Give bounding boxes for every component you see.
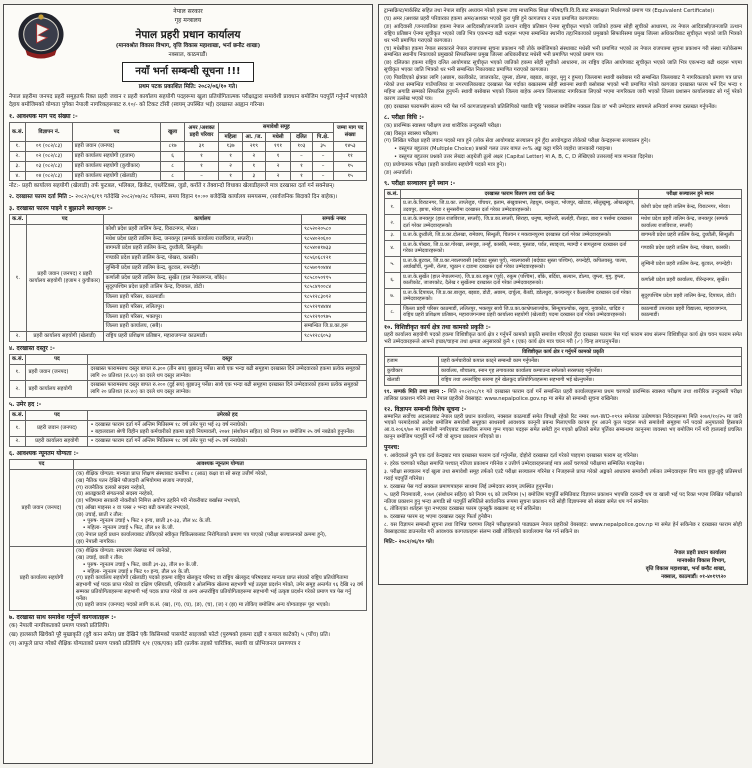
signature-office: नेपाल प्रहरी प्रधान कार्यालय (674, 550, 726, 556)
table-cell: दरखास्त फारामसाथ दस्तुर बापत रु.२०० (दुई सय) बुझाउनु पर्नेछ। साथै एक भन्दा बढी समूहमा दरखास्त दिने उम्मेदवारको हकमा प्रत्येक समूहको लागि २० प्रतिशत (रु.४०) का दरले थप दस्तुर लाग्नेछ। (88, 381, 367, 398)
table-row (10, 171, 367, 181)
table-row (385, 199, 742, 215)
table-cell: १ (219, 152, 242, 162)
table-cell: काठमाडौं उपत्यका प्रहरी विद्यालय, महाराजगन्ज, काठमाडौं। (639, 304, 742, 320)
section-minimum-qualification (9, 450, 367, 611)
list-item: १. आवेदकले कुनै एक दर्ता केन्द्रबाट मात्र दरखास्त फाराम दर्ता गर्नुपर्नेछ, दोहोरो दरखास्त दर्ता गरेको पाइएमा दरखास्त फाराम रद्द गरिनेछ। (384, 453, 639, 460)
list-item: • महिला- न्यूनतम उचाई ५ फिट, तौल ४२ के.जी. (76, 525, 175, 532)
table-cell: प्रहरी जवान (जनपद) (26, 364, 88, 381)
table-row: २. प्रहरी कार्यालय सहयोगी (खेलाडी) राष्ट्रिय प्रहरी प्रशिक्षण प्रतिष्ठान, महाराजगन्ज काठमाडौं। ९८५१२८६०५३ (10, 332, 367, 342)
table-row: जिल्ला प्रहरी कार्यालय, (सबै)। सम्बन्धित जि.प्र.का.हरू (10, 322, 367, 332)
section-title: १. आवश्यक माग पद संख्या :- (9, 112, 78, 120)
list-item: • दरखास्त फाराम दर्ता गर्ने अन्तिम मितिसम्म १८ वर्ष उमेर पूरा भई २३ वर्ष ननाघेको। (90, 421, 248, 428)
section-form-locations (9, 205, 367, 342)
list-item: (ङ) भविष्यमा सरकारी नोकरीको निमित्त अयोग्य ठहरिने गरी नोकरीबाट बर्खास्त नभएको, (76, 498, 241, 505)
table-row: प्रहरी जवान (जनपद) (क) शैक्षिक योग्यता: मान्यता प्राप्त शिक्षण संस्थाबाट कम्तीमा ८ (आठ) कक्षा वा सो सरह उत्तीर्ण गरेको, (ख) नैतिक पतन देखिने फौजदारी अभियोगमा सजाय नपाएको, (ग) राजनैतिक दलको सदस्य नरहेको, (घ) आतङ्ककारी संगठनको सदस्य नरहेको, (ङ) भविष्यमा सरकारी नोकरीको निमित्त अयोग्य ठहरिने गरी नोकरीबाट बर्खास्त नभएको, (च) आँखा माइनस २ वा प्लस २ भन्दा बढी कमजोर नभएको, (छ) उचाई, छाती र तौल: • पुरुष- न्यूनतम उचाई ५ फिट २ इन्च, छाती ३१-३३, तौल ४८ के.जी. • महिला- न्यूनतम उचाई ५ फिट, तौल ४२ के.जी. (ज) नेपाल प्रहरी प्रधान कार्यालयबाट तोकिएको स्वीकृत चिकित्सकबाट निरोगिताको प्रमाण पत्र पाएको (परीक्षा सञ्चालनको क्रममा हुने), (झ) नेपाली नागरिक। (10, 470, 367, 547)
list-item: (ङ) आदिवासी /जनजातिका हकमा नेपाल आदिवासी/जनजाति उत्थान राष्ट्रिय प्रतिष्ठान ऐनमा सूचीकृत भएको जातिको हकमा सोही सूचीको आधारमा, तर नेपाल आदिवासी/जनजाति उत्थान राष्ट्रिय प्रतिष्ठान ऐनमा सूचीकृत भएको जाति भित्र एकभन्दा बढी थरहरू भएमा सम्बन्धित स्थानीय तह/निकायको प्रमुखको सिफारिसमा प्रमुख जिल्ला अधिकारीबाट सूचीकृत भएको जाति भित्रको थर भनी प्रमाणित गराएको कागजात। (384, 23, 742, 44)
table-row: प्रहरी कार्यालय सहयोगी (क) शैक्षिक योग्यता: साधारण लेखपढ गर्न जानेको, (ख) उचाई, छाती र तौल: • पुरुष- न्यूनतम उचाई ५ फिट, छाती ३१-३३, तौल ४० के.जी. • महिला- न्यूनतम उचाई ४ फिट १० इन्च, तौल ४२ के.जी. (ग) प्रहरी कार्यालय सहयोगी (खेलाडी) पदको हकमा राष्ट्रिय खेलकुद परिषद वा राष्ट्रिय खेलकुद परिषदबाट मान्यता प्राप्त संघको राष्ट्रिय प्रतियोगितामा सहभागी भई पदक प्राप्त गरेको वा दक्षिण एसियाली, एसियाली र ओलम्पिक खेलमा सहभागी भई उत्कृष्ट प्रदर्शन गरेको, उमेर समूह अन्तर्गत १६ देखि २३ वर्ष सम्मका प्रतियोगिताहरूमा सहभागी भई पदक प्राप्त गरेको वा अन्य अन्तर्राष्ट्रिय प्रतियोगिताहरूमा सहभागी भई उत्कृष्ट प्रदर्शन गरेको प्रमाण पत्र पेस गर्नु पर्नेछ। (घ) प्रहरी जवान (जनपद) पदको लागि क.सं. (ख), (ग), (घ), (ङ), (च), (ज) र (झ) मा तोकिए बमोजिम अन्य योग्यताहरू पूरा भएको। (10, 547, 367, 611)
table-header-row: पद आवश्यक न्यूनतम योग्यता (10, 460, 367, 470)
list-item: (घ) अमर /अशक्त प्रहरी परिवारका हकमा अमर/अशक्त भएको कुरा पुष्टि हुने कागजपत्र र नाता प्रमाणित कागजपत्र। (384, 15, 599, 22)
table-header-row: क.सं. पद दस्तुर (10, 355, 367, 365)
notice-title: नयाँ भर्ना सम्बन्धी सूचना !!! (122, 62, 253, 82)
table-cell: प्र.ता.के.जनकपुर (हाल राजविराज, सप्तरी), जि.प्र.का.सप्तरी, सिराहा, धनुषा, महोत्तरी, सर्लाही, रौतहट, बारा र पर्सामा दरखास्त दर्ता गरेका उम्मेदवारहरूको। (401, 215, 639, 231)
table-cell: २१९ (242, 142, 265, 152)
list-item: (ख) नैतिक पतन देखिने फौजदारी अभियोगमा सजाय नपाएको, (76, 477, 194, 484)
signature-department: मानवश्रोत विकास विभाग, (677, 557, 726, 564)
table-cell: गण्डकी प्रदेश प्रहरी तालिम केन्द्र, पोखरा, कास्की। (639, 240, 742, 256)
table-header-row: विशिष्टीकृत कार्य क्षेत्र र गर्नुपर्ने कामको प्रकृति (385, 347, 742, 357)
signature-branch: वृत्ति विकास महाशाखा, भर्ना छनौट शाखा, (645, 565, 726, 572)
table-cell: – (291, 152, 313, 162)
table-row: जिल्ला प्रहरी परिसर, भक्तपुर। ९८५१२९०९७५ (10, 312, 367, 322)
list-item: (छ) दलितका हकमा राष्ट्रिय दलित आयोगबाट सूचीकृत भएको जातिको हकमा सोही सूचीको आधारमा, तर राष्ट्रिय दलित आयोगबाट सूचीकृत भएको जाति भित्र एकभन्दा बढी थरहरू भएमा सूचीकृत भएका जाति भित्रको थर भनी सम्बन्धित निकायबाट प्रमाणित गराएको कागजात। (384, 60, 742, 74)
table-cell: १ (291, 161, 313, 171)
table-cell: १. (10, 142, 26, 152)
table-cell: जिल्ला प्रहरी परिसर काठमाडौं, ललितपुर, भक्तपुर साथै जि.प्र.का.काभ्रेपलाञ्चोक, सिन्धुपाल्चोक, रसुवा, नुवाकोट, धादिङ र राष्ट्रिय प्रहरी प्रशिक्षण प्रतिष्ठान, महाराजगन्जमा प्रहरी कार्यालय सहयोगी (खेलाडी) पदमा दरखास्त दर्ता गरेका उम्मेदवारहरूको। (401, 304, 639, 320)
table-cell: प्र.ता.के.सुर्खेत (हाल नेपालगन्ज), जि.प्र.का.रुकुम (पूर्व), रुकुम (पश्चिम), बाँके, बर्दिया, सल्यान, डोल्पा, जुम्ला, मुगु, हुम्ला, कालीकोट, जाजरकोट, दैलेख र सुर्खेतमा दरखास्त दर्ता गरेका उम्मेदवारहरूको। (401, 272, 639, 288)
table-cell: ८. (385, 304, 401, 320)
list-item: (ज) पिछडिएको क्षेत्रका लागि (अछाम, कालीकोट, जाजरकोट, जुम्ला, डोल्पा, बझाङ, बाजुरा, मुगु र हुम्ला) जिल्लामा स्थायी बसोबास गरी सम्बन्धित जिल्लाबाट नै नागरिकताको प्रमाण पत्र प्राप्त गरेको तथा सम्बन्धित गाउँपालिका वा नगरपालिकाबाट दरखास्त पेस गर्दाका बखतसम्म सोही स्थानमा स्थायी बसोबास भएको भनी प्रमाणित गरेको कागजात दरखास्त फारम भर्ने दिन भन्दा १ महिना अगाडि सम्मको सिफारिस हुनुपर्ने। स्थायी बसोबास भएको जिल्ला बाहेक अन्यत्र जिल्लाबाट नागरिकता लिएको भएमा नागरिकता जारी भएको जिल्ला प्रशासन कार्यालयबाट सो गर्नु परेको कारण उल्लेख भएको पत्र। (384, 75, 742, 102)
table-cell: ४. (10, 171, 26, 181)
table-row (385, 215, 742, 231)
table-row (10, 152, 367, 162)
list-item: (च) आँखा माइनस २ वा प्लस २ भन्दा बढी कमजोर नभएको, (76, 504, 190, 511)
list-item: (झ) दरखास्त फारामसँग संलग्न गरी पेस गर्ने कागजातहरूको प्रतिलिपिको पछाडि पट्टि 'सक्कल बमोजिम नक्कल ठिक छ' भनी उम्मेदवार स्वयमले अनिवार्य रूपमा दस्तखत गर्नुपर्नेछ। (384, 103, 717, 110)
table-cell: २ (265, 171, 290, 181)
section-title: १२. विज्ञापन सम्बन्धी विशेष सूचना :- (384, 405, 467, 413)
section-title: ३. दरखास्त फारम पाइने र बुझाउने स्थानहरू :- (9, 204, 113, 212)
section-title: १०. विशिष्टीकृत कार्य क्षेत्र तथा कामको प्रकृति :- (384, 323, 491, 331)
work-nature-table (384, 347, 742, 386)
publish-date: प्रथम पटक प्रकाशित मिति: २०८२/०६/१० गते। (138, 84, 238, 91)
table-cell: ३ (242, 171, 265, 181)
table-cell: १. (10, 364, 26, 381)
demand-table (9, 122, 367, 182)
list-item: (क) प्रारम्भिक स्वास्थ्य परीक्षण तथा शारीरिक तन्दुरुस्ती परीक्षा। (384, 122, 502, 129)
list-item: • वस्तुगत बहुउत्तर प्रश्नको उत्तर लेख्दा अङ्ग्रेजी ठूलो अक्षर (Capital Letter) मा A, B, C, D लेखिएको उत्तरलाई मात्र मान्यता दिइनेछ। (394, 154, 654, 161)
table-cell: प्र.ता.के.विराटनगर, जि.प्र.का. ताप्लेजुङ, पाँचथर, इलाम, संखुवासभा, तेह्रथुम, धनकुटा, भोजपुर, खोटाङ, सोलुखुम्बु, ओखलढुंगा, उदयपुर, झापा, मोरङ र सुनसरीमा दरखास्त दर्ता गरेका उम्मेदवारहरूको। (401, 199, 639, 215)
section-title: ११. सम्पर्क मिति तथा स्थान :- (384, 388, 446, 395)
table-row (385, 366, 742, 376)
table-cell: प्रहरी कर्मचारीको कपाल काट्ने सम्बन्धी काम गर्नुपर्नेछ। (439, 357, 742, 367)
list-item: (ग) राजनैतिक दलको सदस्य नरहेको, (76, 484, 146, 491)
section-title: ७. दरखास्त साथ समावेश गर्नुपर्ने कागजातहरू :- (9, 614, 116, 622)
table-row: बागमती प्रदेश प्रहरी तालिम केन्द्र, दुध्यौली, सिन्धुली। ९८५४०४१७३३ (10, 244, 367, 254)
table-cell: १११ (265, 142, 290, 152)
section-exam-method (384, 114, 742, 177)
section-contact-date (384, 389, 742, 403)
table-row (385, 231, 742, 241)
table-subheader-row: महिला आ. /ज. मधेसी दलित पि.क्षे. (10, 132, 367, 142)
table-cell: प्र.ता.के.पोखरा, जि.प्र.का.गोरखा, लमजुङ, तनहुँ, कास्की, मनाङ, मुस्ताङ, पर्वत, स्याङ्जा, म्याग्दी र बागलुङमा दरखास्त दर्ता गरेका उम्मेदवारहरूको। (401, 240, 639, 256)
table-cell: कार्यालय, शौचालय, स्नान गृह लगायतका कार्यालय कम्पाउन्ड समेतको सरसफाइ गर्नुपर्नेछ। (439, 366, 742, 376)
table-row: १. प्रहरी जवान (जनपद) • दरखास्त फाराम दर्ता गर्ने अन्तिम मितिसम्म १८ वर्ष उमेर पूरा भई २३ वर्ष ननाघेको। • बहालवाला श्रेणी विहीन प्रहरी कर्मचारीको हकमा प्रहरी नियमावली, २०७१ (संशोधन सहित) को नियम ४० बमोजिम २५ वर्ष नबढेको हुनुपर्नेछ। (10, 420, 367, 437)
list-item: (घ) प्रहरी जवान (जनपद) पदको लागि क.सं. (ख), (ग), (घ), (ङ), (च), (ज) र (झ) मा तोकिए बमोजिम अन्य योग्यताहरू पूरा भएको। (76, 602, 330, 609)
postscript-block (384, 444, 742, 536)
office-address: नक्साल, काठमाडौं। (168, 51, 208, 58)
left-column (3, 4, 373, 764)
table-cell: ८ (161, 161, 184, 171)
list-item: (च) मधेसीका हकमा नेपाल सरकारले नेपाल राजपत्रमा सूचना प्रकाशन गरी तोके बमोजिमको संस्थाबाट मधेसी भनी प्रमाणित भएको तर नेपाल राजपत्रमा सूचना प्रकाशन गरी संस्था नतोकेसम्म सम्बन्धित स्थानीय निकायको प्रमुखको सिफारिसमा प्रमुख जिल्ला अधिकारीबाट मधेसी भनी प्रमाणित भएको प्रमाण पत्र। (384, 45, 742, 59)
government-name: नेपाल सरकार (173, 8, 203, 15)
table-cell: १ (219, 171, 242, 181)
list-item: २. हरेक चरणको परीक्षा समाप्ति पश्चात् नतिजा प्रकाशन गरिनेछ र उत्तीर्ण उम्मेदवारहरूलाई मात्र अर्को चरणको परीक्षामा सम्मिलित गराइनेछ। (384, 461, 644, 468)
table-cell: १ (184, 152, 219, 162)
table-cell: ७. (385, 288, 401, 304)
table-cell: दरखास्त फारामसाथ दस्तुर बापत रु.३०० (तीन सय) बुझाउनु पर्नेछ। साथै एक भन्दा बढी समूहमा दरखास्त दिने उम्मेदवारको हकमा प्रत्येक समूहको लागि २० प्रतिशत (रु.६०) का दरले थप दस्तुर लाग्नेछ। (88, 364, 367, 381)
signature-block (384, 550, 742, 581)
table-cell: १४५३ (334, 142, 367, 152)
section-text: प्रहरी कार्यालय सहयोगी पदको हकमा विशिष्टीकृत कार्य क्षेत्र र गर्नुपर्ने कामको प्रकृति समावेश गरिएको हुँदा दरखास्त फाराम पेस गर्दा फाराम साथ संलग्न विशिष्टीकृत कार्य क्षेत्र चयन फाराम समेत भरी उम्मेदवारहरूले आफ्नो इच्छा/चाहना तथा क्षमता अनुसारको कुनै १ (एक) कार्य क्षेत्र मात्र चयन गरी (✓) चिन्ह लगाउनुपर्नेछ। (384, 331, 742, 345)
document-header (9, 8, 367, 92)
department-line: (मानवश्रोत विकास विभाग, वृत्ति विकास महाशाखा, भर्ना छनौट शाखा) (115, 43, 261, 50)
table-cell: १०३ (291, 142, 313, 152)
table-header-row: क.सं. विज्ञापन नं. पद खुला अमर /अशक्त प्रहरी परिवार समावेशी समूह जम्मा माग पद संख्या (10, 122, 367, 132)
list-item: (ज) नेपाल प्रहरी प्रधान कार्यालयबाट तोकिएको स्वीकृत चिकित्सकबाट निरोगिताको प्रमाण पत्र पाएको (परीक्षा सञ्चालनको क्रममा हुने), (76, 531, 327, 538)
table-cell: सुदूरपश्चिम प्रदेश प्रहरी तालिम केन्द्र, दिपायल, डोटी। (639, 288, 742, 304)
list-item: (ग) लिखित परीक्षा प्रहरी जवान पदको मात्र हुने (लोक सेवा आयोगबाट सञ्चालन हुने हुँदा आयोगद्वारा तोकेको परीक्षा केन्द्रहरूमा सञ्चालन हुने)। (384, 138, 651, 145)
table-cell: ३५ (312, 142, 334, 152)
table-cell: १ (291, 171, 313, 181)
age-table (9, 410, 367, 447)
table-row: २. प्रहरी कार्यालय सहयोगी • दरखास्त फाराम दर्ता गर्ने अन्तिम मितिसम्म १८ वर्ष उमेर पूरा भई २५ वर्ष ननाघेको। (10, 437, 367, 447)
table-cell: १५ (334, 171, 367, 181)
table-header-row: क.सं. दरखास्त फाराम वितरण तथा दर्ता केन्द्र परीक्षा सञ्चालन हुने स्थान (385, 189, 742, 199)
section-demand-posts (9, 113, 367, 191)
exam-locations-table (384, 189, 742, 321)
table-row: जिल्ला प्रहरी परिसर, काठमाडौं। ९८५१२८३०१२ (10, 293, 367, 303)
qualification-table (9, 459, 367, 611)
exam-method-items (384, 162, 742, 177)
table-cell: १ (242, 161, 265, 171)
table-cell: २. (10, 152, 26, 162)
list-item: (ग) प्रहरी कार्यालय सहयोगी (खेलाडी) पदको हकमा राष्ट्रिय खेलकुद परिषद वा राष्ट्रिय खेलकुद परिषदबाट मान्यता प्राप्त संघको राष्ट्रिय प्रतियोगितामा सहभागी भई पदक प्राप्त गरेको वा दक्षिण एसियाली, एसियाली र ओलम्पिक खेलमा सहभागी भई उत्कृष्ट प्रदर्शन गरेको, उमेर समूह अन्तर्गत १६ देखि २३ वर्ष सम्मका प्रतियोगिताहरूमा सहभागी भई पदक प्राप्त गरेको वा अन्य अन्तर्राष्ट्रिय प्रतियोगिताहरूमा सहभागी भई उत्कृष्ट प्रदर्शन गरेको प्रमाण पत्र पेस गर्नु पर्नेछ। (76, 575, 363, 602)
table-note: नोट:- प्रहरी कार्यालय सहयोगी (खेलाडी) तर्फ फुटबल, भलिबल, क्रिकेट, एथ्लेटिक्स, जुडो, कराँते र तेक्वान्दो विधाका खेलाडीहरूले मात्र दरखास्त दर्ता गर्न सक्नेछन्। (9, 183, 335, 190)
list-item: (ङ) अन्तर्वार्ता। (384, 170, 413, 177)
table-cell: ११ (334, 152, 367, 162)
table-cell: राष्ट्रिय तथा अन्तर्राष्ट्रिय स्तरमा हुने खेलकुद प्रतियोगिताहरूमा सहभागी भई खेल्नुपर्नेछ। (439, 376, 742, 386)
table-cell: प्रहरी कार्यालय सहयोगी (खेलाडी) (72, 171, 161, 181)
exam-method-items (384, 123, 742, 146)
section-required-documents (9, 614, 367, 648)
list-item: (घ) आतङ्ककारी संगठनको सदस्य नरहेको, (76, 491, 154, 498)
table-row: सुदूरपश्चिम प्रदेश प्रहरी तालिम केन्द्र, दिपायल, डोटी। ९८५८४९००८४ (10, 283, 367, 293)
table-cell: ८ (161, 171, 184, 181)
table-cell: बागमती प्रदेश प्रहरी तालिम केन्द्र, दुध्यौली, सिन्धुली। (639, 231, 742, 241)
table-cell: प्र.ता.के.बुटवल, जि.प्र.का.नवलपरासी (बर्दघाट सुस्ता पूर्व), नवलपरासी (बर्दघाट सुस्ता पश्चिम), रुपन्देही, कपिलवस्तु, पाल्पा, अर्घाखाँची, गुल्मी, रोल्पा, प्युठान र दाङमा दरखास्त दर्ता गरेका उम्मेदवारहरूको। (401, 256, 639, 272)
table-cell: ०३ (०८२/८३) (26, 161, 72, 171)
list-item: • पुरुष- न्यूनतम उचाई ५ फिट, छाती ३१-३३, तौल ४० के.जी. (76, 561, 199, 568)
table-header-row: क.सं. पद कार्यालय सम्पर्क नम्बर (10, 215, 367, 225)
table-cell: ३. (10, 161, 26, 171)
table-cell: खेलाडी (385, 376, 439, 386)
postscript-items (384, 453, 742, 536)
table-cell: ३. (385, 231, 401, 241)
section-title: ४. दरखास्त दस्तुर :- (9, 344, 55, 352)
table-row: गण्डकी प्रदेश प्रहरी तालिम केन्द्र, पोखरा, कास्की। ९८५६०६८१२१ (10, 254, 367, 264)
qualification-points (74, 547, 367, 611)
list-item: ८. यस विज्ञापन सम्बन्धी सूचना तथा विभिन्न चरणमा लिइने परीक्षाहरूको पाठ्यक्रम नेपाल प्रहरीको वेबसाइट: www.nepalpolice.gov.np मा समेत हेर्न सकिनेछ र दरखास्त फाराम सोही वेबसाइटबाट डाउनलोड गरी आवश्यक कागजातहरू संलग्न राखी तोकिएको कार्यालयमा पेस गर्न सकिने छ। (384, 522, 742, 536)
exam-method-bullets (384, 146, 742, 161)
table-row (385, 304, 742, 320)
table-cell: १. (385, 199, 401, 215)
ministry-name: गृह मन्त्रालय (174, 17, 202, 25)
section-exam-locations (384, 180, 742, 321)
list-item: (छ) उचाई, छाती र तौल: (76, 511, 123, 518)
list-item: • दरखास्त फाराम दर्ता गर्ने अन्तिम मितिसम्म १८ वर्ष उमेर पूरा भई २५ वर्ष ननाघेको। (90, 438, 248, 445)
table-row: लुम्बिनी प्रदेश प्रहरी तालिम केन्द्र, बुटवल, रुपन्देही। ९८५७०९०४४४ (10, 263, 367, 273)
table-row: मधेश प्रदेश प्रहरी तालिम केन्द्र, जनकपुर (सम्पर्क कार्यालय राजविराज, सप्तरी)। ९८५४०२०६०० (10, 234, 367, 244)
section-specialized-work (384, 324, 742, 386)
table-cell: ३१ (184, 142, 219, 152)
section-application-fee (9, 345, 367, 398)
office-name: नेपाल प्रहरी प्रधान कार्यालय (135, 28, 241, 41)
postscript-label: पुनश्च: (384, 444, 400, 452)
section-registration-dates (9, 194, 367, 202)
qualification-points (74, 470, 367, 547)
table-row: कर्णाली प्रदेश प्रहरी तालिम केन्द्र, सुर्खेत (हाल नेपालगन्ज, बाँके)। ९८५८०५०११५ (10, 273, 367, 283)
locations-table (9, 214, 367, 342)
list-item: (ग) आफूले प्राप्त गरेको शैक्षिक योग्यताको प्रमाण पत्रको प्रतिलिपि १/१ (एक/एक) प्रति (प्रत्येक तहको चारित्रिक, स्थायी वा प्रोभिजनल प्रमाणपत्र र (9, 640, 301, 647)
table-cell: कर्णाली प्रदेश प्रहरी कार्यालय, वीरेन्द्रनगर, सुर्खेत। (639, 272, 742, 288)
list-item: (झ) नेपाली नागरिक। (76, 538, 116, 545)
nepal-police-emblem-icon (15, 10, 67, 62)
section-title: ५. उमेर हद :- (9, 400, 42, 408)
section-title: ९. परीक्षा सञ्चालन हुने स्थान :- (384, 180, 456, 187)
table-cell: कुचीकार (385, 366, 439, 376)
section-title: २. दरखास्त फारम दर्ता मिति :- (9, 194, 74, 201)
table-cell: मधेश प्रदेश प्रहरी तालिम केन्द्र, जनकपुर (सम्पर्क कार्यालय राजविराज, सप्तरी) (639, 215, 742, 231)
table-cell: १३७ (219, 142, 242, 152)
list-item: (क) शैक्षिक योग्यता: मान्यता प्राप्त शिक्षण संस्थाबाट कम्तीमा ८ (आठ) कक्षा वा सो सरह उत्तीर्ण गरेको, (76, 471, 268, 478)
table-cell: प्रहरी कार्यालय सहयोगी (हजाम) (72, 152, 161, 162)
issue-date: मिति:- २०८२/०६/१० गते। (384, 539, 434, 546)
table-cell: – (312, 161, 334, 171)
table-row (10, 142, 367, 152)
table-cell: ८१७ (161, 142, 184, 152)
list-item: • महिला- न्यूनतम उचाई ४ फिट १० इन्च, तौल ४२ के.जी. (76, 568, 191, 575)
table-row (385, 256, 742, 272)
table-cell: ०४ (०८२/८३) (26, 171, 72, 181)
table-cell: – (312, 171, 334, 181)
table-cell: लुम्बिनी प्रदेश प्रहरी तालिम केन्द्र, बुटवल, रुपन्देही। (639, 256, 742, 272)
table-cell: २ (242, 152, 265, 162)
age-points (88, 420, 367, 437)
table-row: जिल्ला प्रहरी परिसर, ललितपुर। ९८५१२९४४४४ (10, 302, 367, 312)
list-item: • बहालवाला श्रेणी विहीन प्रहरी कर्मचारीको हकमा प्रहरी नियमावली, २०७१ (संशोधन सहित) को नियम ४० बमोजिम २५ वर्ष नबढेको हुनुपर्नेछ। (90, 428, 355, 435)
section-text: सम्मानित सर्वोच्च अदालतबाट नेपाल प्रहरी प्रधान कार्यालय, नक्साल काठमाडौं समेत विपक्षी रहेको रिट नम्बर ०७९-WO-०९९२ समेतका उत्प्रेषणका निवेदनहरूमा मिति २०७९/१०/२५ मा जारी भएको परमादेशको आदेश बमोजिम समावेशी समूहका साथसाथै आवश्यक कानूनी प्रबन्ध मिलाएपछि कायम हुन आउने कुल पदहरू मध्ये समावेशी समूहमा पर्ने पदको अनुपातको हिसाबले आ.व.२०६९/७० मा समावेशी नगरिएबाट वास्तविक रूपमा गुम्न गएका पदहरू समेत समेटी हुन गएको क्षतिको समेत पूर्तिका सम्बन्धमा कानूनमा व्यवस्था भए बमोजिम गर्ने गरी हाललाई प्रचलित कानून बमोजिम पदपूर्ति गर्ने गरी यो सूचना प्रकाशन गरिएको छ। (384, 413, 742, 441)
table-row (385, 357, 742, 367)
section-age-limit (9, 401, 367, 447)
signature-address-phone: नक्साल, काठमाडौं। ०१-४०१९९२० (661, 573, 726, 580)
fee-table (9, 354, 367, 398)
table-row (385, 272, 742, 288)
table-cell: प्रहरी कार्यालय सहयोगी (26, 381, 88, 398)
list-item: • पुरुष- न्यूनतम उचाई ५ फिट २ इन्च, छाती ३१-३३, तौल ४८ के.जी. (76, 518, 212, 525)
list-item: (ख) हालसालै खिचेको पूरै मुखाकृति (दुवै कान समेत) प्रष्ट देखिने एकै किसिमको पासपोर्ट साइजको फोटो (पुरुषको हकमा दाह्री र कपाल काटेको) ५ (पाँच) प्रति। (9, 632, 330, 639)
table-cell: २ (219, 161, 242, 171)
table-row (385, 376, 742, 386)
table-cell: १५ (334, 161, 367, 171)
list-item: ६. तोकिएका शर्तहरू पूरा नभएका दरखास्त फारम जुनसुकै बखतमा रद्द गर्न सकिनेछ। (384, 506, 542, 513)
table-cell: ६ (161, 152, 184, 162)
table-row (10, 161, 367, 171)
table-cell: प्रहरी कार्यालय सहयोगी (कुचीकार) (72, 161, 161, 171)
age-points (88, 437, 367, 447)
list-item: ७. दरखास्त फारम रद्द भएमा दरखास्त दस्तुर फिर्ता हुनेछैन। (384, 514, 493, 521)
list-item: ४. दरखास्त पेस गर्दा सक्कल प्रमाणपत्रहरू साथमा लिई उम्मेदवार स्वयम् उपस्थित हुनुपर्नेछ। (384, 483, 553, 490)
table-cell: १ (184, 161, 219, 171)
table-row: १. प्रहरी जवान (जनपद) र प्रहरी कार्यालय सहयोगी (हजाम र कुचीकार) कोशी प्रदेश प्रहरी तालिम केन्द्र, विराटनगर, मोरङ। ९८५२०२०५८० (10, 224, 367, 234)
list-item: ३. परीक्षा सञ्चालन गर्दा खुला तथा समावेशी समूह तर्फको एउटै परीक्षा सञ्चालन गरिनेछ र निजहरूले प्राप्त गरेको अङ्कको आधारमा समावेशी तर्फका उम्मेदवारहरू बिच मात्र छुट्टा-छुट्टै प्रतिस्पर्धा गराई पदपूर्ति गरिनेछ। (384, 468, 742, 482)
list-item: (क) नेपाली नागरिकताको प्रमाण पत्रको प्रतिलिपि। (9, 623, 110, 630)
section-text: २०८२/०६/१९ गतेदेखि २०८२/०७/२८ गतेसम्म, समय विहान १०:०० बजेदेखि कार्यालय समयसम्म, (सार्वजनिक बिदाको दिन बाहेक)। (75, 194, 338, 201)
document-items-continued (384, 16, 742, 111)
table-cell: प्र.ता.के.दिपायल, जि.प्र.का.बाजुरा, बझाङ, डोटी, अछाम, दार्चुला, बैतडी, डडेलधुरा, कञ्चनपुर र कैलालीमा दरखास्त दर्ता गरेका उम्मेदवारहरूको। (401, 288, 639, 304)
list-item: (ख) उचाई, छाती र तौल: (76, 555, 124, 562)
list-item: (घ) प्रयोगात्मक परीक्षा (प्रहरी कार्यालय सहयोगी पदको मात्र हुने)। (384, 162, 507, 169)
table-cell: २. (10, 381, 26, 398)
document-items (9, 623, 367, 648)
section-title: ६. आवश्यक न्यूनतम योग्यता :- (9, 450, 79, 458)
table-cell: कोशी प्रदेश प्रहरी तालिम केन्द्र, विराटनगर, मोरङ। (639, 199, 742, 215)
table-row (385, 288, 742, 304)
section-special-notice (384, 406, 742, 442)
list-item: (ख) विस्तृत स्वास्थ्य परीक्षण। (384, 130, 439, 137)
table-cell: २ (265, 161, 290, 171)
table-cell: ५. (385, 256, 401, 272)
table-row (10, 364, 367, 381)
table-cell: प्रहरी जवान (जनपद) (72, 142, 161, 152)
table-cell: ६. (385, 272, 401, 288)
section-text: मिति २०८२/०८/११ गते दरखास्त फाराम दर्ता गर्ने सम्बन्धित प्रहरी कार्यालयहरूमा प्रथम चरणको प्रारम्भिक स्वास्थ्य परीक्षण तथा शारीरिक तन्दुरुस्ती परीक्षा तालिका प्रकाशन गरिने तथा नेपाल प्रहरीको वेबसाइट: www.nepalpolice.gov.np मा समेत सो सम्बन्धी सूचना राखिनेछ। (384, 388, 742, 402)
table-cell: – (184, 171, 219, 181)
table-header-row: क.सं. पद उमेरको हद (10, 411, 367, 421)
table-row (10, 381, 367, 398)
right-column (378, 4, 748, 585)
section-title: ८. परीक्षा विधि :- (384, 113, 424, 121)
table-cell: १ (265, 152, 290, 162)
continuation-text: ट्रान्सक्रिप्ट/मार्कसिट सहित तथा नेपाल बाहिर अध्ययन गरेको हकमा उच्च माध्यमिक शिक्षा परिषद/त्रि.वि.वि.बाट समकक्षता निर्धारणको प्रमाण पत्र (Equivalent Certificate)। (384, 8, 715, 14)
table-cell: हजाम (385, 357, 439, 367)
table-cell: – (312, 152, 334, 162)
table-cell: २. (385, 215, 401, 231)
table-cell: ४. (385, 240, 401, 256)
table-cell: ०२ (०८२/८३) (26, 152, 72, 162)
list-item: (क) शैक्षिक योग्यता: साधारण लेखपढ गर्न जानेको, (76, 548, 172, 555)
table-row (385, 240, 742, 256)
intro-paragraph: नेपाल प्रहरीमा जनपद प्रहरी समूहतर्फ रिक्त प्रहरी जवान र प्रहरी कार्यालय सहयोगी पदहरूमा खुला प्रतियोगितात्मक परीक्षाद्वारा समावेशी प्रावधान बमोजिम पदपूर्ति गर्नुपर्ने भएकोले देहाय बमोजिमको योग्यता पुगेका नेपाली नागरिकहरूबाट रु.१०/- को टिकट टाँसी (स्वयम् उपस्थित भई) दरखास्त आह्वान गरिन्छ। (9, 94, 367, 108)
table-cell: ०१ (०८२/८३) (26, 142, 72, 152)
list-item: • वस्तुगत बहुउत्तर (Multiple Choice) प्रश्नको गलत उत्तर बापत २०% अङ्क कट्टा गरिने व्यहोरा जानकारी गराइन्छ। (394, 146, 613, 153)
table-cell: प्र.ता.के.दुध्यौली, जि.प्र.का.दोलखा, रामेछाप, सिन्धुली, चितवन र मकवानपुरमा दरखास्त दर्ता गरेका उम्मेदवारहरूको। (401, 231, 639, 241)
list-item: ५. प्रहरी नियमावली, २०७१ (संशोधन सहित) को नियम १६ को उपनियम (५) बमोजिम पदपूर्ति समितिबाट विज्ञापन प्रकाशन भएपछि दरबन्दी थप वा खाली भई पद रिक्त भएमा लिखित परीक्षाको नतिजा प्रकाशन हुनु भन्दा अगाडि सो पदपूर्ति समितिले सार्वजनिक रूपमा सूचना प्रकाशन गरी सोही विज्ञापनमा सो संख्या समेत थप गर्न सक्नेछ। (384, 491, 742, 505)
